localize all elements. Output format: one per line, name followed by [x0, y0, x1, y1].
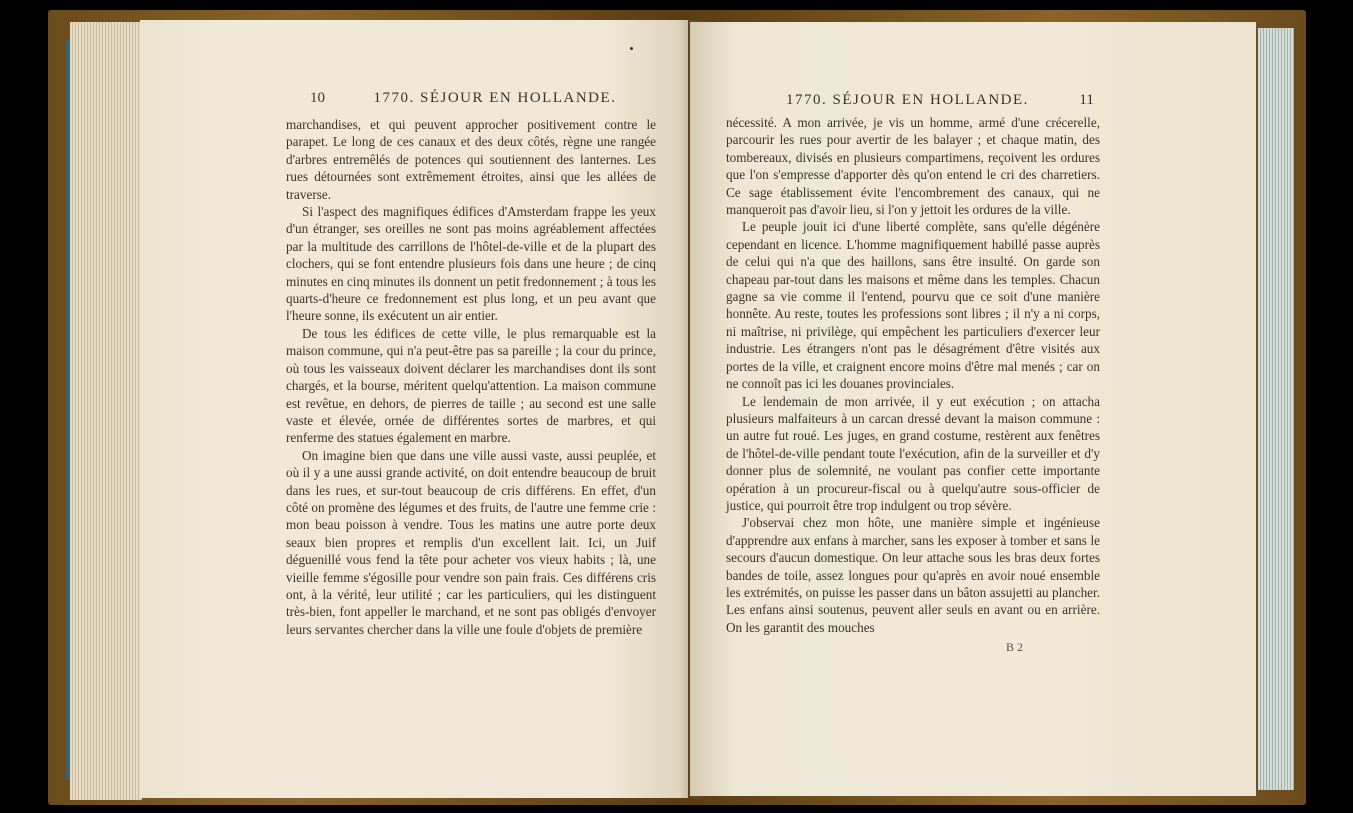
paragraph: nécessité. A mon arrivée, je vis un homme, armé d'une crécerelle, parcourir les rues pour avertir de les balayer ; et chaque matin, des tombereaux, divisés en plusieurs compartimens, reçoivent les ordures que l'on s'empresse d'apporter dès qu'on entend le cri des charretiers. Ce sage établissement évite l'encombrement des canaux, qui ne manqueroit pas d'avoir lieu, si l'on y jettoit les ordures de la ville.	[726, 115, 1100, 218]
ink-speck	[630, 47, 633, 50]
right-body-text	[726, 114, 1100, 636]
left-body-text	[286, 116, 656, 638]
left-page-edges	[70, 22, 142, 800]
left-page	[140, 20, 688, 798]
left-running-head	[310, 90, 616, 110]
paragraph: Le lendemain de mon arrivée, il y eut exécution ; on attacha plusieurs malfaiteurs à un carcan dressé devant la maison commune : un autre fut roué. Les juges, en grand costume, restèrent aux fenêtres de l'hôtel-de-ville pendant toute l'exécution, afin de la surveiller et d'y donner plus de solemnité, ne voulant pas confier cette importante opération à un procureur-fiscal ou à quelqu'autre sous-officier de justice, qui pourroit être trop indulgent ou trop sévère.	[726, 393, 1100, 513]
paragraph: De tous les édifices de cette ville, le plus remarquable est la maison commune, qui n'a peut-être pas sa pareille ; la cour du prince, où tous les vaisseaux doivent déclarer les marchandises dont ils sont chargés, et la bourse, méritent quelqu'attention. La maison commune est revêtue, en dehors, de pierres de taille ; au second est une salle vaste et élevée, ornée de différentes sortes de marbres, et qui renferme des statues également en marbre.	[286, 325, 656, 446]
paragraph: J'observai chez mon hôte, une manière simple et ingénieuse d'apprendre aux enfans à marcher, sans les exposer à tomber et sans le secours d'aucun domestique. On leur attache sous les bras deux fortes bandes de toile, assez longues pour qu'après en avoir noué ensemble les extrémités, on puisse les passer dans un bâton assujetti au plancher. Les enfans ainsi soutenus, peuvent aller seuls en avant ou en arrière. On les garantit des mouches	[726, 515, 1100, 635]
left-page-number: 10	[310, 90, 325, 106]
right-title: 1770. SÉJOUR EN HOLLANDE.	[786, 92, 1029, 108]
signature-mark: B 2	[1006, 640, 1024, 654]
paragraph: On imagine bien que dans une ville aussi vaste, aussi peuplée, et où il y a une aussi grande activité, on doit entendre beaucoup de bruit dans les rues, et sur-tout beaucoup de cris différens. En effet, d'un côté on promène des légumes et des fruits, de l'autre une femme crie : mon beau poisson à vendre. Tous les matins une autre porte deux seaux bien propres et remplis d'un excellent lait. Ici, un Juif déguenillé vous fend la tête pour acheter vos vieux habits ; là, une vieille femme s'égosille pour vendre son pain frais. Ces différens cris ont, à la vérité, leur utilité ; car les particuliers, qui les distinguent très-bien, font appeller le marchand, et ne sont pas obligés d'envoyer leurs servantes chercher dans la ville une foule d'objets de première	[286, 447, 656, 637]
right-page-edges	[1258, 28, 1294, 790]
right-page-number: 11	[1079, 92, 1094, 108]
right-page	[690, 22, 1256, 796]
paragraph: marchandises, et qui peuvent approcher positivement contre le parapet. Le long de ces canaux et des deux côtés, règne une rangée d'arbres entremêlés de potences qui soutiennent des lanternes. Les rues détournées sont extrêmement étroites, ainsi que les allées de traverse.	[286, 117, 656, 202]
right-running-head	[786, 92, 1094, 112]
paragraph: Si l'aspect des magnifiques édifices d'Amsterdam frappe les yeux d'un étranger, ses oreilles ne sont pas moins agréablement affectées par la multitude des carrillons de l'hôtel-de-ville et de la plupart des clochers, qui se font entendre plusieurs fois dans une heure ; de cinq minutes en cinq minutes ils donnent un petit fredonnement ; à tous les quarts-d'heure ce fredonnement est plus long, et un peu avant que l'heure sonne, ils exécutent un air entier.	[286, 204, 656, 324]
left-title: 1770. SÉJOUR EN HOLLANDE.	[373, 90, 617, 106]
paragraph: Le peuple jouit ici d'une liberté complète, sans qu'elle dégénère cependant en licence. L'homme magnifiquement habillé passe auprès de celui qui n'a que des haillons, sans être insulté. On garde son chapeau par-tout dans les maisons et même dans les temples. Chacun gagne sa vie comme il l'entend, pourvu que ce soit d'une manière honnête. Au reste, toutes les professions sont libres ; il n'y a ni corps, ni maîtrise, ni privilège, qui empêchent les particuliers d'exercer leur industrie. Les étrangers n'ont pas le désagrément d'être visités aux portes de la ville, et craignent encore moins d'être mal menés ; car on ne connoît pas ici les douanes provinciales.	[726, 219, 1100, 392]
